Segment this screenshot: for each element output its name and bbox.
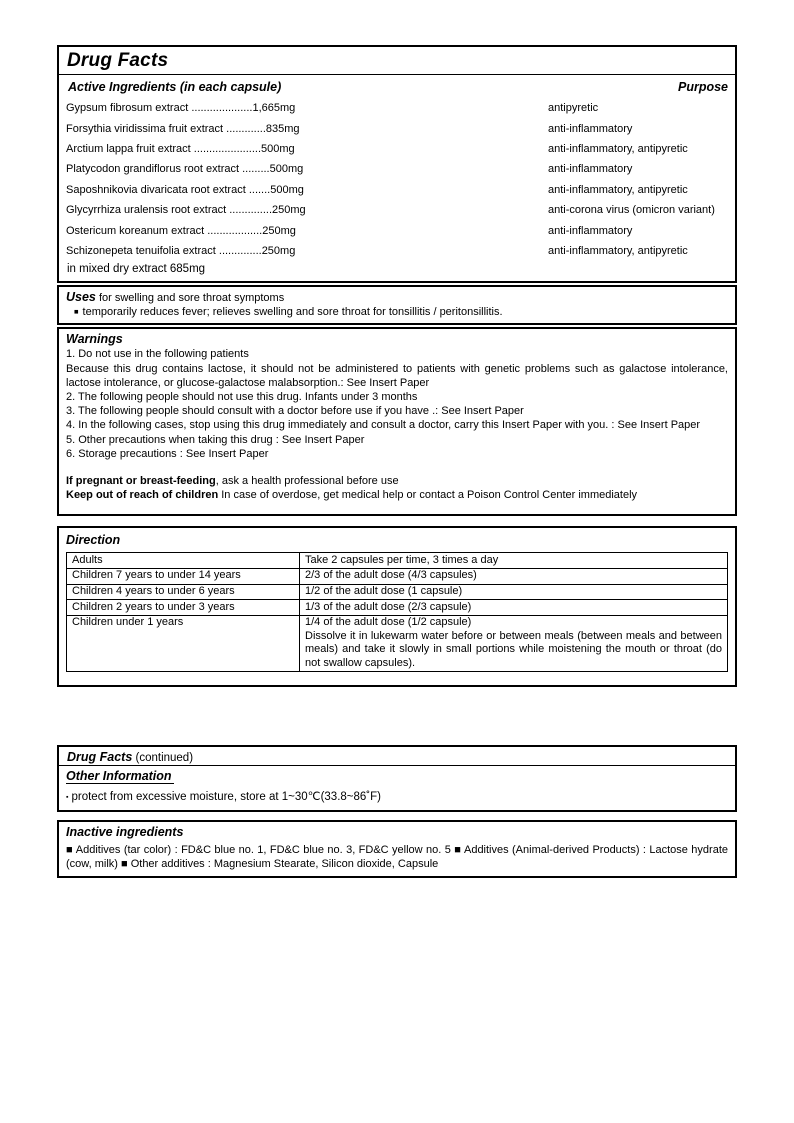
warnings-heading: Warnings bbox=[66, 332, 123, 347]
pregnant-warning-rest: , ask a health professional before use bbox=[215, 474, 399, 487]
continued-title-row bbox=[59, 747, 735, 766]
other-information-heading-row bbox=[66, 767, 728, 785]
keep-out-of-reach-rest: In case of overdose, get medical help or contact a Poison Control Center immediately bbox=[221, 489, 638, 502]
age-group-cell: Children 4 years to under 6 years bbox=[67, 584, 300, 600]
warnings-box bbox=[57, 327, 737, 516]
uses-box bbox=[57, 285, 737, 325]
ingredient-name-amount bbox=[66, 204, 548, 216]
ingredient-name-amount bbox=[66, 245, 548, 257]
warning-item: 2. The following people should not use this drug. Infants under 3 months bbox=[66, 390, 418, 403]
leader-dots: .................. bbox=[207, 224, 263, 237]
ingredient-name: Glycyrrhiza uralensis root extract bbox=[66, 204, 227, 217]
ingredient-row bbox=[66, 241, 728, 261]
warning-item: 4. In the following cases, stop using this drug immediately and consult a doctor, carry this Insert Paper with you. : See Insert Paper bbox=[66, 419, 701, 432]
uses-heading: Uses bbox=[66, 290, 96, 305]
age-group-cell: Children 7 years to under 14 years bbox=[67, 568, 300, 584]
ingredient-name: Saposhnikovia divaricata root extract bbox=[66, 183, 246, 196]
table-row bbox=[67, 568, 728, 584]
mixed-extract-footnote: in mixed dry extract 685mg bbox=[67, 263, 206, 276]
ingredient-amount: 250mg bbox=[272, 204, 306, 217]
ingredient-amount: 500mg bbox=[269, 163, 304, 176]
dose-text: 1/4 of the adult dose (1/2 capsule) bbox=[305, 616, 472, 629]
blank-line bbox=[66, 461, 728, 474]
purpose-heading: Purpose bbox=[677, 80, 728, 94]
ingredient-amount: 1,665mg bbox=[252, 102, 296, 115]
inactive-ingredients-text: ■ Additives (tar color) : FD&C blue no. 1, FD&C blue no. 3, FD&C yellow no. 5 ■ Additives (Animal-derived Products) : Lactose hydrate (cow, milk) ■ Other additives : Magnesium Stearate, Silicon dioxide, Capsule bbox=[66, 844, 728, 871]
ingredient-name: Arctium lappa fruit extract bbox=[66, 142, 191, 155]
ingredient-row bbox=[66, 118, 728, 138]
age-group-cell: Children under 1 years bbox=[67, 615, 300, 671]
ingredient-name-amount bbox=[66, 184, 548, 196]
square-bullet-icon: ■ bbox=[74, 306, 79, 316]
ingredient-name: Platycodon grandiflorus root extract bbox=[66, 163, 240, 176]
ingredient-name: Ostericum koreanum extract bbox=[66, 224, 205, 237]
ingredient-row bbox=[66, 98, 728, 118]
table-row bbox=[67, 584, 728, 600]
drug-facts-panel bbox=[57, 45, 737, 687]
ingredient-amount: 500mg bbox=[261, 142, 295, 155]
direction-box bbox=[57, 526, 737, 687]
uses-text: for swelling and sore throat symptoms bbox=[98, 292, 285, 305]
active-ingredients-box bbox=[57, 45, 737, 283]
ingredient-name-amount bbox=[66, 225, 548, 237]
drug-facts-title-row bbox=[59, 47, 735, 75]
ingredient-row bbox=[66, 180, 728, 200]
warning-item: 6. Storage precautions : See Insert Paper bbox=[66, 447, 269, 460]
drug-facts-title: Drug Facts bbox=[67, 50, 169, 71]
pregnant-warning-line bbox=[66, 474, 728, 488]
ingredient-name: Gypsum fibrosum extract bbox=[66, 102, 189, 115]
age-group-cell: Children 2 years to under 3 years bbox=[67, 600, 300, 616]
keep-out-of-reach-line bbox=[66, 488, 728, 502]
keep-out-of-reach-lead: Keep out of reach of children bbox=[66, 489, 219, 502]
uses-bullet-line bbox=[66, 306, 728, 318]
dose-cell: Take 2 capsules per time, 3 times a day bbox=[300, 553, 728, 569]
ingredient-amount: 835mg bbox=[265, 122, 300, 135]
ingredient-purpose: anti-inflammatory bbox=[548, 122, 633, 135]
ingredient-amount: 250mg bbox=[262, 224, 296, 237]
continued-title: Drug Facts bbox=[67, 750, 133, 764]
dose-cell: 1/3 of the adult dose (2/3 capsule) bbox=[300, 600, 728, 616]
dose-note: Dissolve it in lukewarm water before or between meals (between meals and between meals) and take it slowly in small portions while moistening the mouth or throat (do not swallow capsules). bbox=[305, 629, 722, 670]
ingredient-amount: 500mg bbox=[270, 183, 304, 196]
storage-instruction-text: protect from excessive moisture, store at 1~30℃(33.8~86˚F) bbox=[71, 791, 381, 803]
other-information-heading: Other Information bbox=[66, 769, 172, 783]
dose-cell: 2/3 of the adult dose (4/3 capsules) bbox=[300, 568, 728, 584]
small-square-bullet-icon: ▪ bbox=[66, 793, 69, 801]
age-group-cell: Adults bbox=[67, 553, 300, 569]
leader-dots: .............. bbox=[218, 244, 262, 257]
leader-dots: ...................... bbox=[193, 142, 262, 155]
active-ingredients-header bbox=[66, 77, 728, 98]
warning-item: Because this drug contains lactose, it should not be administered to patients with genetic problems such as galactose intolerance, lactose intolerance, or glucose-galactose malabsorption.: See Insert Paper bbox=[66, 362, 728, 389]
ingredient-row bbox=[66, 159, 728, 179]
ingredient-row bbox=[66, 220, 728, 240]
other-information-box bbox=[57, 745, 737, 812]
inactive-ingredients-heading: Inactive ingredients bbox=[66, 825, 184, 839]
ingredient-purpose: anti-inflammatory bbox=[548, 224, 633, 237]
table-row bbox=[67, 600, 728, 616]
continued-suffix: (continued) bbox=[135, 752, 194, 764]
leader-dots: ....... bbox=[248, 183, 271, 196]
ingredient-row bbox=[66, 139, 728, 159]
ingredient-purpose: anti-inflammatory bbox=[548, 163, 633, 176]
active-ingredients-heading: Active Ingredients (in each capsule) bbox=[68, 80, 282, 94]
ingredient-purpose: anti-inflammatory, antipyretic bbox=[548, 183, 688, 196]
ingredient-purpose: anti-inflammatory, antipyretic bbox=[548, 142, 688, 155]
ingredient-name-amount bbox=[66, 123, 548, 135]
warning-item: 5. Other precautions when taking this drug : See Insert Paper bbox=[66, 433, 365, 446]
ingredient-name: Forsythia viridissima fruit extract bbox=[66, 122, 224, 135]
ingredient-amount: 250mg bbox=[261, 244, 296, 257]
leader-dots: ............. bbox=[226, 122, 266, 135]
dose-cell: 1/2 of the adult dose (1 capsule) bbox=[300, 584, 728, 600]
leader-dots: .............. bbox=[229, 204, 273, 217]
ingredient-purpose: anti-inflammatory, antipyretic bbox=[548, 244, 688, 257]
leader-dots: .................... bbox=[191, 102, 253, 115]
pregnant-warning-lead: If pregnant or breast-feeding bbox=[66, 474, 216, 487]
storage-instruction-line bbox=[66, 789, 728, 803]
ingredient-purpose: antipyretic bbox=[548, 102, 599, 115]
dosage-table bbox=[66, 552, 728, 672]
warning-item: 3. The following people should consult with a doctor before use if you have .: See Insert Paper bbox=[66, 405, 524, 418]
ingredient-name-amount bbox=[66, 163, 548, 175]
ingredient-name-amount bbox=[66, 143, 548, 155]
leader-dots: ......... bbox=[242, 163, 270, 176]
warning-item: 1. Do not use in the following patients bbox=[66, 348, 249, 361]
uses-heading-line bbox=[66, 290, 728, 304]
drug-facts-continued-panel bbox=[57, 745, 737, 878]
inactive-ingredients-box bbox=[57, 820, 737, 878]
uses-bullet-text: temporarily reduces fever; relieves swelling and sore throat for tonsillitis / peritonsillitis. bbox=[82, 306, 503, 319]
ingredient-name: Schizonepeta tenuifolia extract bbox=[66, 244, 216, 257]
ingredient-row bbox=[66, 200, 728, 220]
table-row bbox=[67, 553, 728, 569]
ingredient-purpose: anti-corona virus (omicron variant) bbox=[548, 204, 715, 217]
table-row bbox=[67, 615, 728, 671]
ingredient-name-amount bbox=[66, 102, 548, 114]
direction-heading: Direction bbox=[66, 533, 121, 548]
dose-cell bbox=[300, 615, 728, 671]
